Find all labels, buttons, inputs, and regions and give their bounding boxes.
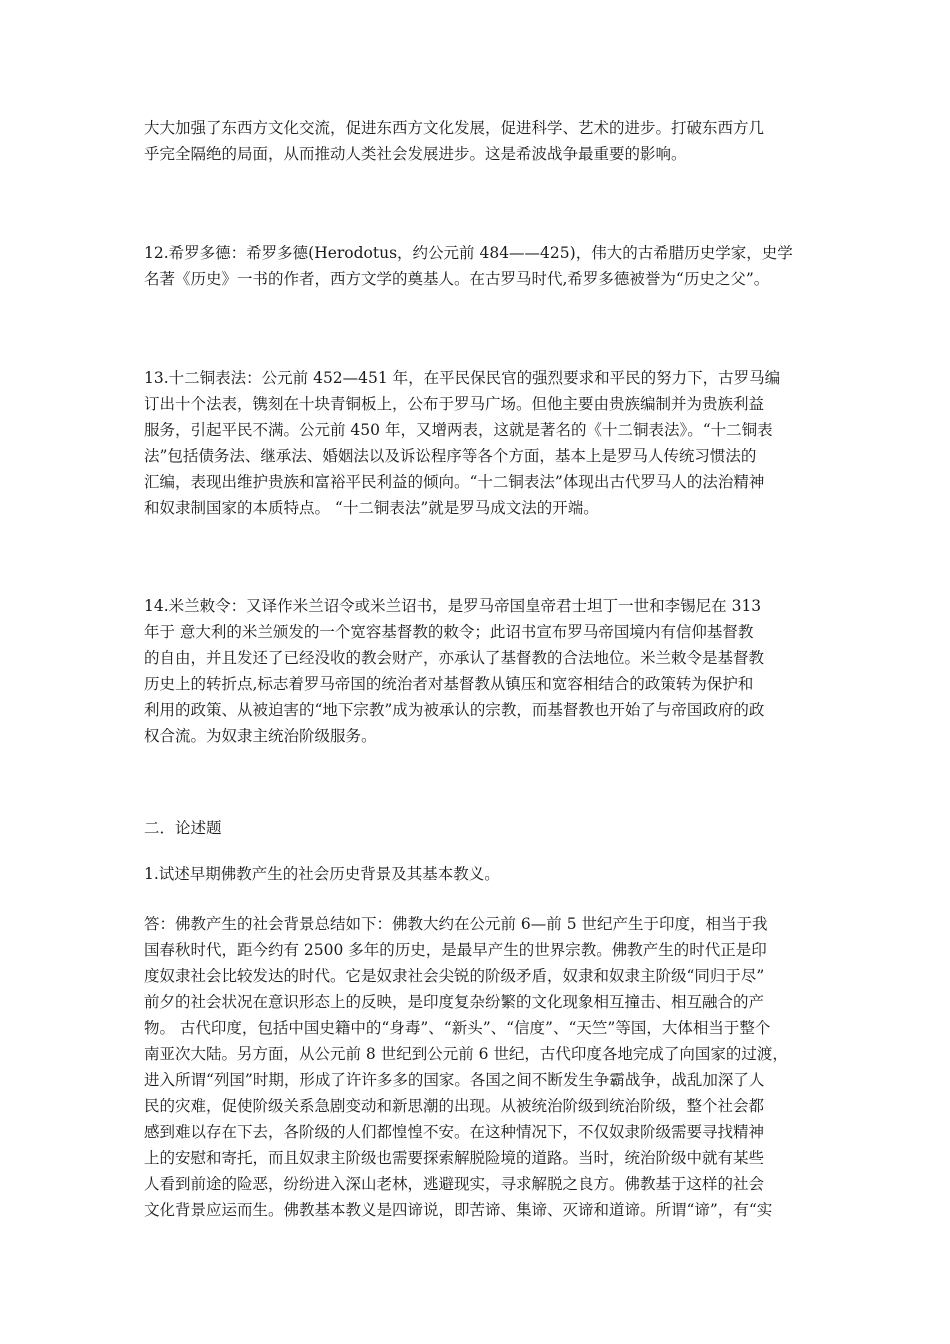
section-heading: 二．论述题 [144, 819, 222, 837]
text-line: 国春秋时代，距今约有 2500 多年的历史，是最早产生的世界宗教。佛教产生的时代正是印 [144, 941, 767, 959]
paragraph-intro [144, 115, 812, 167]
text-line: 和奴隶制国家的本质特点。 “十二铜表法”就是罗马成文法的开端。 [144, 499, 599, 517]
question-title: 1.试述早期佛教产生的社会历史背景及其基本教义。 [144, 865, 500, 883]
text-line: 前夕的社会状况在意识形态上的反映，是印度复杂纷繁的文化现象相互撞击、相互融合的产 [144, 993, 765, 1011]
text-line: 文化背景应运而生。佛教基本教义是四谛说，即苦谛、集谛、灭谛和道谛。所谓“谛”，有“实 [144, 1201, 773, 1219]
text-line: 13.十二铜表法：公元前 452—451 年，在平民保民官的强烈要求和平民的努力下，古罗马编 [144, 369, 781, 387]
text-line: 历史上的转折点,标志着罗马帝国的统治者对基督教从镇压和宽容相结合的政策转为保护和 [144, 675, 754, 693]
text-line: 乎完全隔绝的局面，从而推动人类社会发展进步。这是希波战争最重要的影响。 [144, 145, 687, 163]
text-line: 答：佛教产生的社会背景总结如下：佛教大约在公元前 6—前 5 世纪产生于印度，相当于我 [144, 915, 768, 933]
text-line: 年于 意大利的米兰颁发的一个宽容基督教的敕令；此诏书宣布罗马帝国境内有信仰基督教 [144, 623, 754, 641]
text-line: 权合流。为奴隶主统治阶级服务。 [144, 727, 377, 745]
paragraph-item-14 [144, 593, 812, 749]
text-line: 12.希罗多德：希罗多德(Herodotus，约公元前 484——425)，伟大的古希腊历史学家，史学 [144, 244, 793, 262]
text-line: 利用的政策、从被迫害的“地下宗教”成为被承认的宗教，而基督教也开始了与帝国政府的政 [144, 701, 765, 719]
paragraph-item-12 [144, 240, 812, 292]
text-line: 服务，引起平民不满。公元前 450 年，又增两表，这就是著名的《十二铜表法》。“十二铜表 [144, 421, 773, 439]
answer-paragraph [144, 911, 812, 1223]
text-line: 上的安慰和寄托，而且奴隶主阶级也需要探索解脱险境的道路。当时，统治阶级中就有某些 [144, 1149, 765, 1167]
text-line: 订出十个法表，镌刻在十块青铜板上，公布于罗马广场。但他主要由贵族编制并为贵族利益 [144, 395, 765, 413]
text-line: 民的灾难，促使阶级关系急剧变动和新思潮的出现。从被统治阶级到统治阶级，整个社会都 [144, 1097, 765, 1115]
text-line: 14.米兰敕令：又译作米兰诏令或米兰诏书，是罗马帝国皇帝君士坦丁一世和李锡尼在 313 [144, 597, 762, 615]
paragraph-item-13 [144, 365, 812, 521]
text-line: 的自由，并且发还了已经没收的教会财产，亦承认了基督教的合法地位。米兰敕令是基督教 [144, 649, 765, 667]
text-line: 物。 古代印度，包括中国史籍中的“身毒”、“新头”、“信度”、“天竺”等国，大体相当于整个 [144, 1019, 771, 1037]
text-line: 人看到前途的险恶，纷纷进入深山老林，逃避现实，寻求解脱之良方。佛教基于这样的社会 [144, 1175, 765, 1193]
text-line: 法”包括债务法、继承法、婚姻法以及诉讼程序等各个方面，基本上是罗马人传统习惯法的 [144, 447, 757, 465]
text-line: 度奴隶社会比较发达的时代。它是奴隶社会尖锐的阶级矛盾，奴隶和奴隶主阶级“同归于尽” [144, 967, 765, 985]
text-line: 南亚次大陆。另方面，从公元前 8 世纪到公元前 6 世纪，古代印度各地完成了向国家的过渡， [144, 1045, 788, 1063]
text-line: 感到难以存在下去，各阶级的人们都惶惶不安。在这种情况下，不仅奴隶阶级需要寻找精神 [144, 1123, 765, 1141]
text-line: 进入所谓“列国”时期，形成了许许多多的国家。各国之间不断发生争霸战争，战乱加深了人 [144, 1071, 765, 1089]
text-line: 大大加强了东西方文化交流，促进东西方文化发展，促进科学、艺术的进步。打破东西方几 [144, 119, 765, 137]
text-line: 名著《历史》一书的作者，西方文学的奠基人。在古罗马时代,希罗多德被誉为“历史之父”。 [144, 270, 770, 288]
text-line: 汇编，表现出维护贵族和富裕平民利益的倾向。“十二铜表法”体现出古代罗马人的法治精神 [144, 473, 765, 491]
